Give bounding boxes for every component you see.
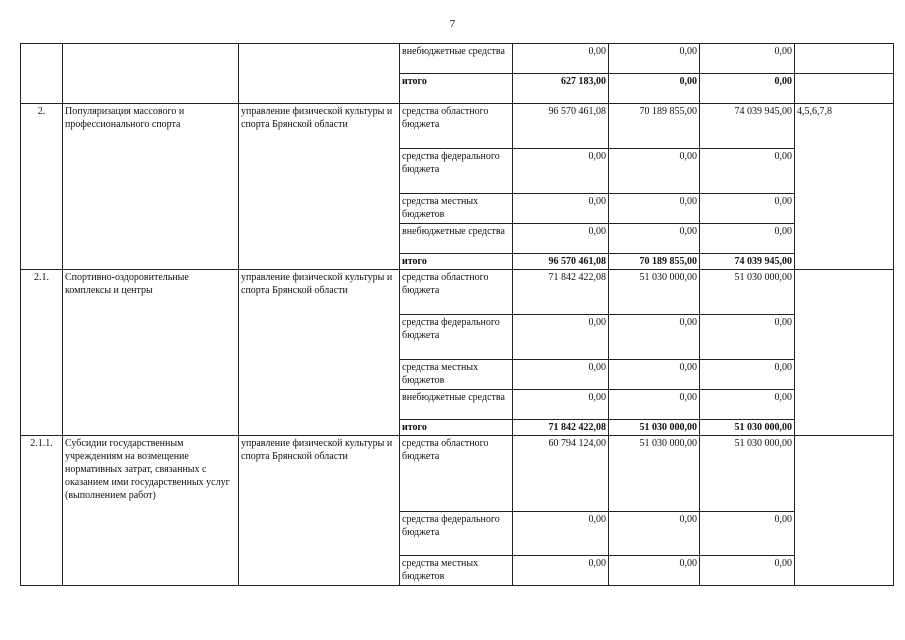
amount-cell: 0,00 [609, 44, 700, 74]
table-row [21, 270, 894, 315]
amount-cell: 0,00 [700, 315, 795, 360]
executor: управление физической культуры и спорта Брянской области [239, 270, 400, 436]
link-cell [795, 270, 894, 436]
amount-cell: 0,00 [700, 194, 795, 224]
amount-cell: 0,00 [513, 390, 609, 420]
amount-cell: 0,00 [609, 315, 700, 360]
total-cell: 51 030 000,00 [700, 420, 795, 436]
amount-cell: 0,00 [609, 194, 700, 224]
source-label: внебюджетные средства [400, 44, 513, 74]
executor: управление физической культуры и спорта Брянской области [239, 104, 400, 270]
amount-cell: 0,00 [700, 360, 795, 390]
amount-cell: 0,00 [609, 149, 700, 194]
amount-cell: 0,00 [513, 315, 609, 360]
total-cell: 74 039 945,00 [700, 254, 795, 270]
amount-cell: 0,00 [700, 149, 795, 194]
amount-cell: 0,00 [609, 556, 700, 586]
source-label: итого [400, 254, 513, 270]
amount-cell: 0,00 [700, 44, 795, 74]
source-label: средства местных бюджетов [400, 556, 513, 586]
amount-cell: 51 030 000,00 [700, 436, 795, 512]
amount-cell: 0,00 [513, 149, 609, 194]
amount-cell: 0,00 [513, 360, 609, 390]
total-cell: 0,00 [609, 74, 700, 104]
total-cell: 51 030 000,00 [609, 420, 700, 436]
executor: управление физической культуры и спорта Брянской области [239, 436, 400, 586]
source-label: средства местных бюджетов [400, 360, 513, 390]
source-label: средства федерального бюджета [400, 149, 513, 194]
amount-cell: 0,00 [700, 390, 795, 420]
activity-name-cell [63, 44, 239, 104]
table-row [21, 436, 894, 512]
total-cell: 0,00 [700, 74, 795, 104]
activity-name: Спортивно-оздоровительные комплексы и центры [63, 270, 239, 436]
amount-cell: 0,00 [513, 512, 609, 556]
amount-cell: 51 030 000,00 [609, 270, 700, 315]
activity-name: Популяризация массового и профессионального спорта [63, 104, 239, 270]
amount-cell: 0,00 [700, 512, 795, 556]
amount-cell: 0,00 [513, 44, 609, 74]
source-label: итого [400, 74, 513, 104]
link-cell: 4,5,6,7,8 [795, 104, 894, 270]
row-number-cell [21, 44, 63, 104]
source-label: средства федерального бюджета [400, 512, 513, 556]
amount-cell: 51 030 000,00 [609, 436, 700, 512]
amount-cell: 0,00 [513, 556, 609, 586]
link-cell [795, 44, 894, 74]
link-cell [795, 436, 894, 586]
page-number: 7 [449, 18, 456, 30]
amount-cell: 0,00 [700, 556, 795, 586]
total-cell: 70 189 855,00 [609, 254, 700, 270]
activity-name: Субсидии государственным учреждениям на возмещение нормативных затрат, связанных с оказанием ими государственных услуг (выполнением работ) [63, 436, 239, 586]
source-label: средства областного бюджета [400, 270, 513, 315]
amount-cell: 0,00 [609, 390, 700, 420]
source-label: средства местных бюджетов [400, 194, 513, 224]
amount-cell: 60 794 124,00 [513, 436, 609, 512]
source-label: внебюджетные средства [400, 390, 513, 420]
source-label: средства федерального бюджета [400, 315, 513, 360]
link-cell [795, 74, 894, 104]
source-label: средства областного бюджета [400, 436, 513, 512]
table-row [21, 104, 894, 149]
amount-cell: 0,00 [513, 194, 609, 224]
total-cell: 71 842 422,08 [513, 420, 609, 436]
total-cell: 627 183,00 [513, 74, 609, 104]
source-label: внебюджетные средства [400, 224, 513, 254]
table-row [21, 44, 894, 74]
executor-cell [239, 44, 400, 104]
source-label: итого [400, 420, 513, 436]
amount-cell: 70 189 855,00 [609, 104, 700, 149]
row-number: 2.1. [21, 270, 63, 436]
amount-cell: 0,00 [609, 512, 700, 556]
source-label: средства областного бюджета [400, 104, 513, 149]
total-cell: 96 570 461,08 [513, 254, 609, 270]
amount-cell: 0,00 [609, 224, 700, 254]
amount-cell: 0,00 [700, 224, 795, 254]
budget-table [20, 43, 894, 586]
amount-cell: 0,00 [609, 360, 700, 390]
amount-cell: 74 039 945,00 [700, 104, 795, 149]
amount-cell: 51 030 000,00 [700, 270, 795, 315]
amount-cell: 96 570 461,08 [513, 104, 609, 149]
amount-cell: 0,00 [513, 224, 609, 254]
row-number: 2.1.1. [21, 436, 63, 586]
row-number: 2. [21, 104, 63, 270]
amount-cell: 71 842 422,08 [513, 270, 609, 315]
